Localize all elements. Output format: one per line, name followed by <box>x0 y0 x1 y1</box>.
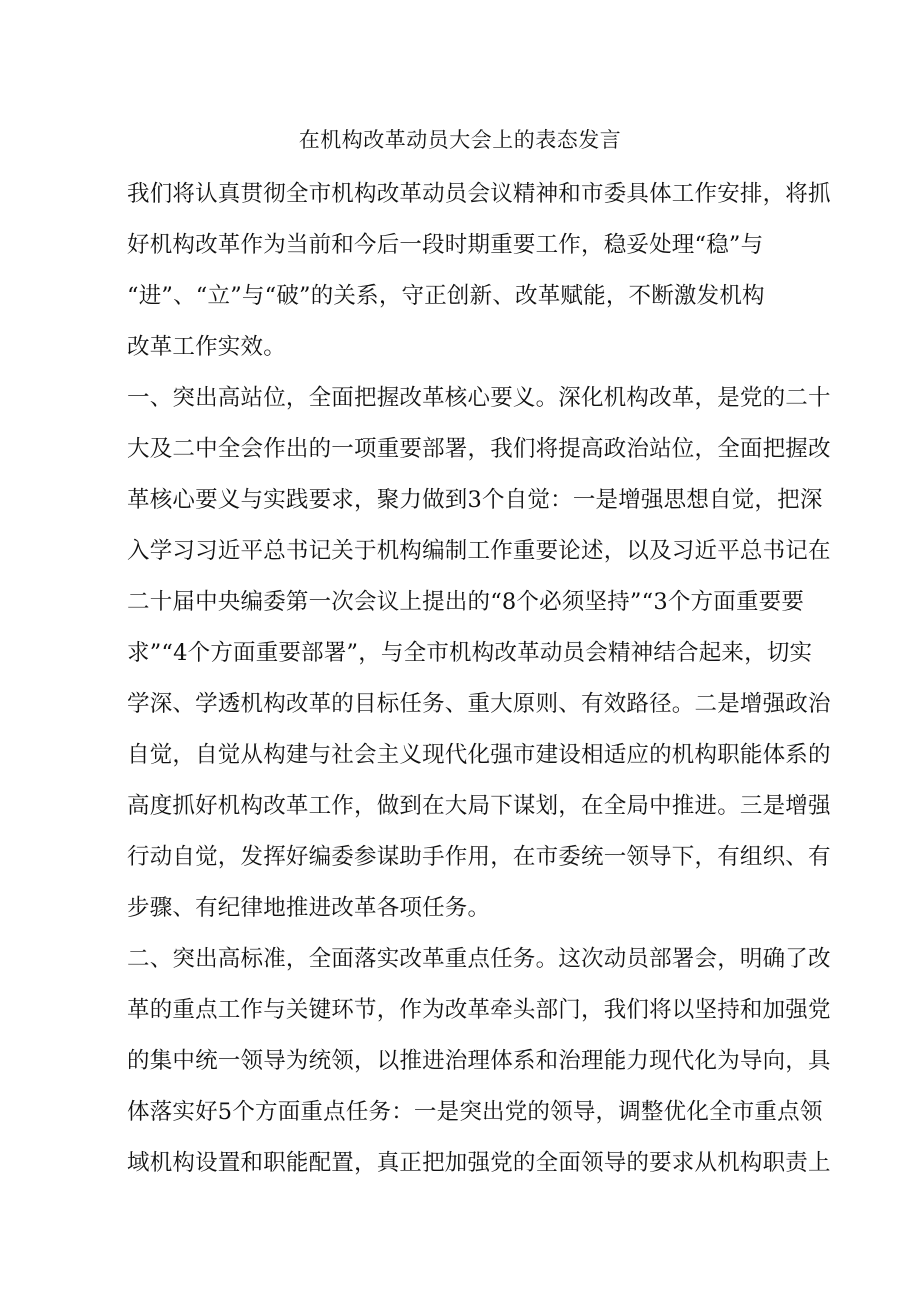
text-line-9: 二十届中央编委第一次会议上提出的“8个必须坚持”“3个方面重要要 <box>127 589 805 615</box>
text-line-8: 入学习习近平总书记关于机构编制工作重要论述，以及习近平总书记在 <box>127 538 831 564</box>
text-line-3: “进”、“立”与“破”的关系，守正创新、改革赋能，不断激发机构 <box>127 283 765 309</box>
text-line-5: 一、突出高站位，全面把握改革核心要义。深化机构改革，是党的二十 <box>127 385 831 411</box>
text-line-6: 大及二中全会作出的一项重要部署，我们将提高政治站位，全面把握改 <box>127 436 831 462</box>
text-line-13: 高度抓好机构改革工作，做到在大局下谋划，在全局中推进。三是增强 <box>127 793 831 819</box>
text-line-4: 改革工作实效。 <box>127 334 286 360</box>
text-line-17: 革的重点工作与关键环节，作为改革牵头部门，我们将以坚持和加强党 <box>127 997 831 1023</box>
text-line-10: 求”“4个方面重要部署”，与全市机构改革动员会精神结合起来，切实 <box>127 640 813 666</box>
text-line-12: 自觉，自觉从构建与社会主义现代化强市建设相适应的机构职能体系的 <box>127 742 831 768</box>
text-line-11: 学深、学透机构改革的目标任务、重大原则、有效路径。二是增强政治 <box>127 691 831 717</box>
text-line-1: 我们将认真贯彻全市机构改革动员会议精神和市委具体工作安排，将抓 <box>127 181 831 207</box>
text-line-18: 的集中统一领导为统领，以推进治理体系和治理能力现代化为导向，具 <box>127 1048 831 1074</box>
text-line-16: 二、突出高标准，全面落实改革重点任务。这次动员部署会，明确了改 <box>127 946 831 972</box>
text-line-19: 体落实好5个方面重点任务：一是突出党的领导，调整优化全市重点领 <box>127 1099 823 1125</box>
text-line-20: 域机构设置和职能配置，真正把加强党的全面领导的要求从机构职责上 <box>127 1150 831 1176</box>
text-line-7: 革核心要义与实践要求，聚力做到3个自觉：一是增强思想自觉，把深 <box>127 487 823 513</box>
text-line-14: 行动自觉，发挥好编委参谋助手作用，在市委统一领导下，有组织、有 <box>127 844 831 870</box>
text-line-2: 好机构改革作为当前和今后一段时期重要工作，稳妥处理“稳”与 <box>127 232 764 258</box>
document-title: 在机构改革动员大会上的表态发言 <box>298 128 622 152</box>
text-line-15: 步骤、有纪律地推进改革各项任务。 <box>127 895 491 921</box>
